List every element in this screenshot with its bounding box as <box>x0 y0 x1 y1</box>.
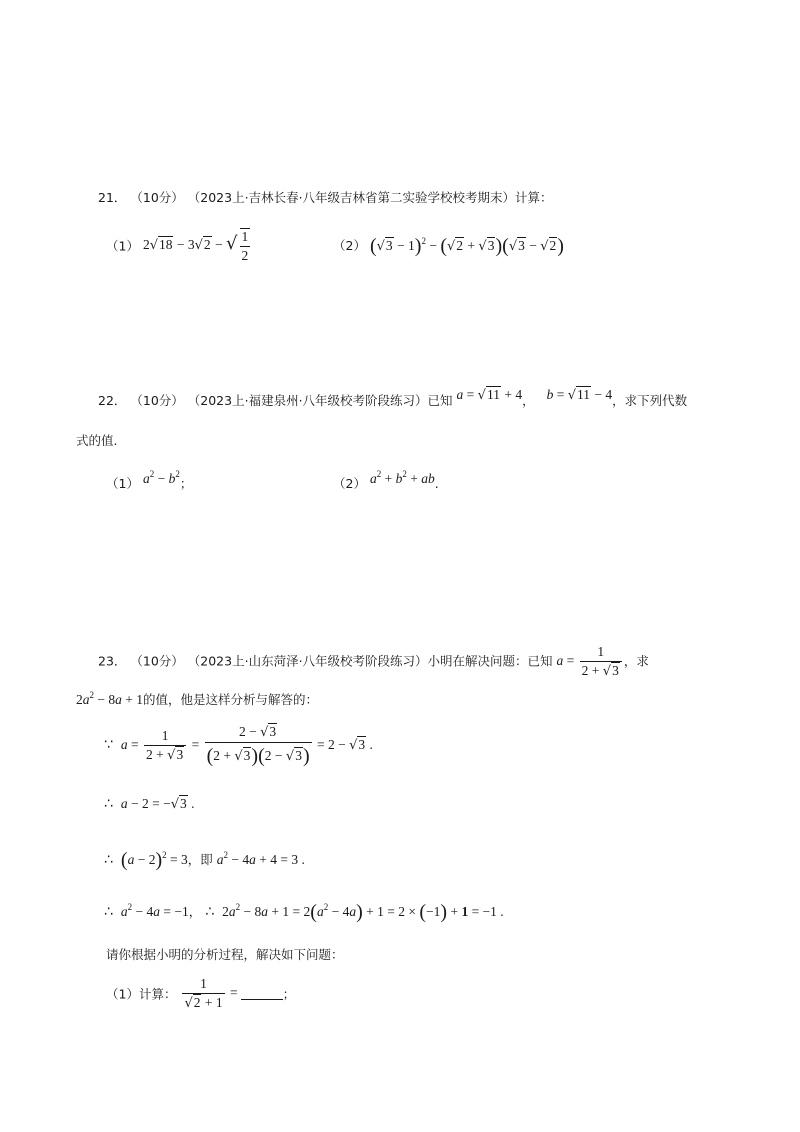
q23-given: a = $\frac{1}{2 + √3}$ <box>557 653 624 668</box>
q22-part2-label: （2） <box>333 476 366 491</box>
q23-step2 <box>104 796 195 813</box>
q21-part2-label: （2） <box>333 238 366 253</box>
q23-header <box>98 644 649 680</box>
therefore-symbol: ∴ <box>104 852 113 868</box>
q23-step4-comma: ， <box>188 904 202 919</box>
q23-step3 <box>104 848 305 872</box>
q22-part2 <box>333 469 439 492</box>
q22-part1-end: ； <box>179 476 193 491</box>
therefore-symbol: ∴ <box>104 904 113 920</box>
q21-part2-expr: $(√3 - 1)^2 - (√2 + √3)(√3 - √2)$ <box>369 235 564 257</box>
q21-part1-expr: 2√18 − 3√2 − √ $\frac{1}{2}$ <box>142 229 249 264</box>
q21-part1-label: （1） <box>106 238 139 254</box>
q22-given-b: b = √11 − 4 <box>546 387 613 403</box>
q23-step3-expr: $(a - 2)^2 = 3$ <box>120 849 188 871</box>
q23-target-expr: $2a^2 - 8a + 1$ <box>76 690 143 707</box>
q21-number: 21． <box>98 190 127 205</box>
q23-step4-expr2: $2a^2 - 8a + 1 = 2(a^2 - 4a) + 1 = 2 \times (-1) + 1 = -1$ . <box>222 901 504 923</box>
q22-intro: 已知 <box>427 393 453 408</box>
q23-part1 <box>106 976 295 1012</box>
q22-cont <box>76 433 117 448</box>
q23-step4-expr: $a^2 - 4a = -1$ <box>120 902 189 919</box>
q22-cont-text: 式的值. <box>76 433 118 448</box>
q23-prompt <box>106 947 344 962</box>
q22-part1-label: （1） <box>106 476 139 491</box>
q23-step3-ji: ，即 <box>187 852 213 867</box>
q23-part1-label: （1）计算： <box>106 986 177 1002</box>
q23-step1-expr: a = $\frac{1}{2 + √3}$ = $\frac{2 - √3}{(2 + √3)(2 - √3)}$ = 2 − √3 . <box>120 724 373 767</box>
therefore-symbol: ∴ <box>205 904 215 920</box>
q22-header <box>98 387 688 410</box>
q21-source: （2023上·吉林长春·八年级吉林省第二实验学校校考期末） <box>187 190 516 205</box>
q22-source: （2023上·福建泉州·八年级校考阶段练习） <box>187 393 428 408</box>
q23-number: 23． <box>98 653 127 669</box>
q23-part1-end: ； <box>282 986 296 1002</box>
q22-part2-expr: $a^2 + b^2$ + ab <box>369 469 435 486</box>
q22-ask: ，求下列代数 <box>612 393 688 408</box>
q23-step1 <box>104 724 373 768</box>
q21-part2 <box>333 234 564 258</box>
q21-part1 <box>106 228 252 264</box>
q23-step4 <box>104 900 504 924</box>
q23-part1-expr: $\frac{1}{√2 + 1}$ = <box>184 976 238 1012</box>
therefore-symbol: ∴ <box>104 796 113 812</box>
q21-header <box>98 190 553 205</box>
q23-step3-expr2: $a^2 - 4a + 4 = 3$ . <box>216 850 305 867</box>
q21-instruction: 计算： <box>515 190 553 205</box>
q23-prompt-text: 请你根据小明的分析过程，解决如下问题： <box>106 947 344 962</box>
q23-score: （10分） <box>130 653 184 669</box>
q23-intro: 小明在解决问题：已知 <box>427 653 553 669</box>
answer-blank[interactable] <box>241 987 283 1000</box>
q23-cont <box>76 690 318 708</box>
q22-given-a: a = √11 + 4 <box>456 387 523 403</box>
q21-score: （10分） <box>130 190 184 205</box>
q22-sep: ， <box>522 393 535 408</box>
q22-number: 22． <box>98 393 127 408</box>
q23-ask: ，求 <box>623 653 649 669</box>
q23-source: （2023上·山东菏泽·八年级校考阶段练习） <box>187 653 428 669</box>
because-symbol: ∵ <box>104 737 113 754</box>
q23-step2-expr: a − 2 = −√3 . <box>120 796 195 812</box>
q23-cont-text: 的值，他是这样分析与解答的： <box>143 692 319 707</box>
q22-part1 <box>106 469 193 492</box>
q22-score: （10分） <box>130 393 184 408</box>
q22-part1-expr: $a^2 - b^2$ <box>142 469 180 486</box>
q22-part2-end: . <box>434 476 439 491</box>
